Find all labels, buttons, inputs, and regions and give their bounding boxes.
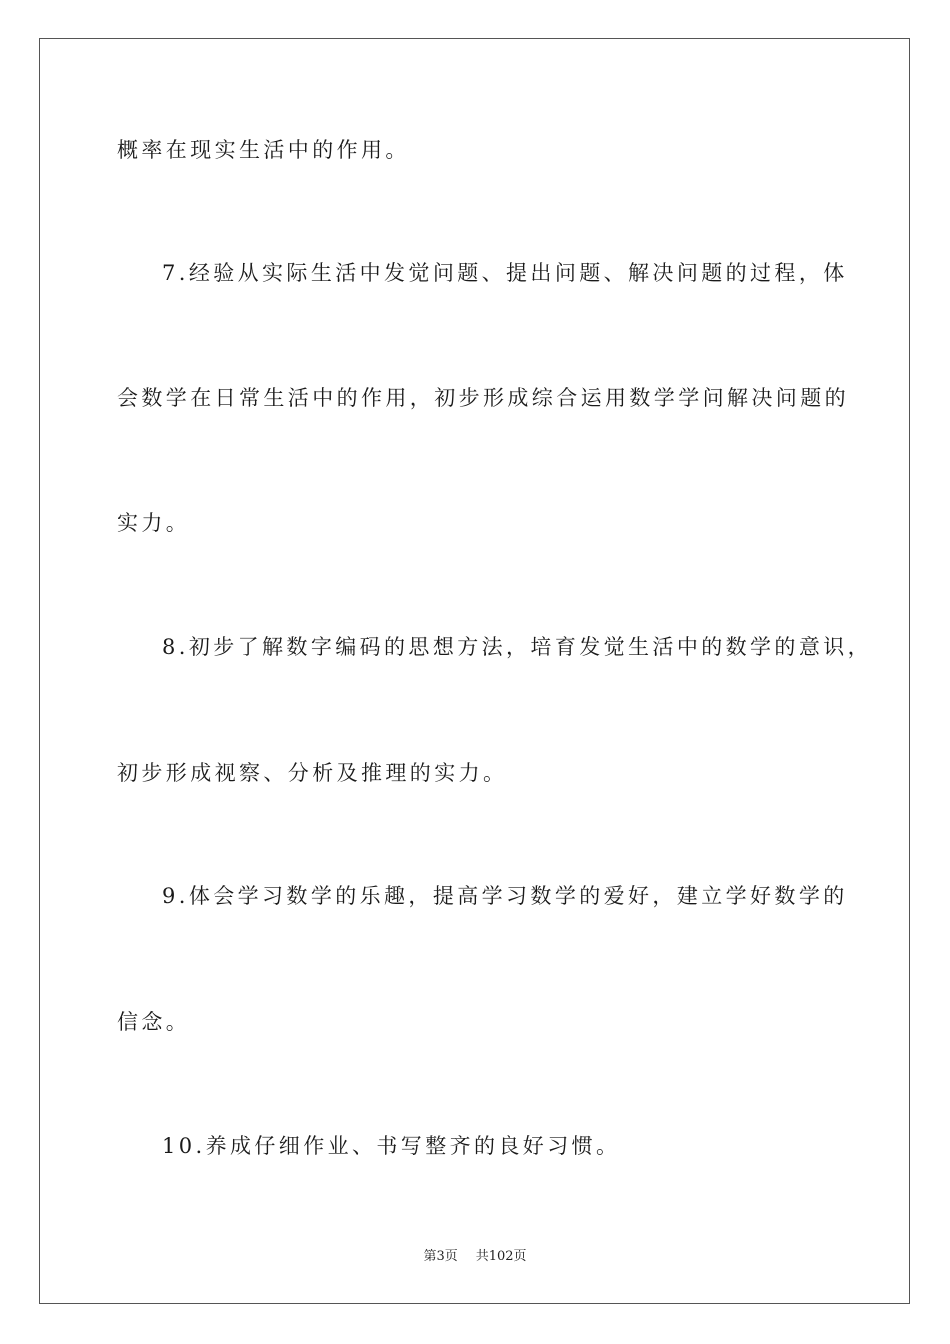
page-border xyxy=(39,38,910,1304)
text-line-3: 会数学在日常生活中的作用，初步形成综合运用数学学问解决问题的 xyxy=(117,386,849,410)
text-line-item-10: 10.养成仔细作业、书写整齐的良好习惯。 xyxy=(162,1134,621,1158)
text-line-4: 实力。 xyxy=(117,511,191,535)
text-line-1: 概率在现实生活中的作用。 xyxy=(117,138,410,162)
text-line-item-8: 8.初步了解数字编码的思想方法，培育发觉生活中的数学的意识， xyxy=(162,635,873,659)
page-number: 第3页 xyxy=(423,1249,458,1264)
text-line-item-7: 7.经验从实际生活中发觉问题、提出问题、解决问题的过程，体 xyxy=(162,261,848,285)
text-line-item-9: 9.体会学习数学的乐趣，提高学习数学的爱好，建立学好数学的 xyxy=(162,884,848,908)
text-line-6: 初步形成视察、分析及推理的实力。 xyxy=(117,761,508,785)
text-line-8: 信念。 xyxy=(117,1010,191,1034)
total-pages: 共102页 xyxy=(475,1249,527,1264)
page-footer xyxy=(0,1250,950,1263)
